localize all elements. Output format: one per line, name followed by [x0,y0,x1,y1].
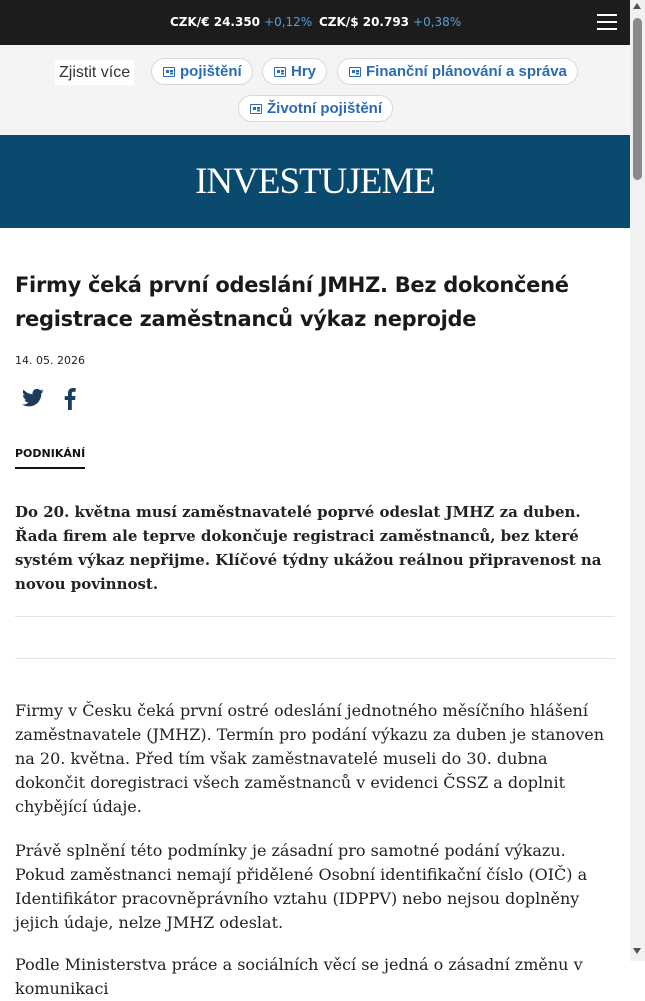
hamburger-menu-icon[interactable] [597,13,617,31]
twitter-icon[interactable] [22,388,44,408]
article-icon [349,67,361,77]
article-icon [250,104,262,114]
rate-usd-change: +0,38% [413,15,462,29]
currency-ticker-bar [0,0,630,45]
article-paragraph: Firmy v Česku čeká první ostré odeslání jednotného měsíčního hlášení zaměstnavatele (JMHZ). Termín pro podání výkazu za duben je stanoven na 20. května. Před tím však zaměstnavatelé museli do 30. dubna dokončit doregistraci všech zaměstnanců v evidenci ČSSZ a doplnit chybějící údaje. [15,701,605,816]
rate-eur [170,15,312,29]
topic-chip-zivotni-pojisteni[interactable] [238,95,393,122]
rate-usd [319,15,461,29]
category-tag[interactable]: PODNIKÁNÍ [15,447,85,469]
article-icon [274,67,286,77]
topic-chip-pojisteni[interactable] [151,58,253,85]
divider [15,616,615,617]
topic-chip-label: pojištění [180,63,242,80]
article-perex: Do 20. května musí zaměstnavatelé poprvé odeslat JMHZ za duben. Řada firem ale teprve dokončuje registraci zaměstnanců, bez které systém výkaz nepřijme. Klíčové týdny ukážou reálnou připravenost na novou povinnost. [15,503,602,593]
topic-chip-financni-planovani[interactable] [337,58,578,85]
scroll-up-arrow-icon[interactable] [633,3,641,9]
topic-chip-label: Životní pojištění [267,100,382,117]
rate-usd-value: CZK/$ 20.793 [319,15,410,29]
article-paragraph: Podle Ministerstva práce a sociálních věcí se jedná o zásadní změnu v komunikaci [15,955,583,998]
rate-eur-value: CZK/€ 24.350 [170,15,261,29]
topic-chip-label: Hry [291,63,317,80]
divider [15,658,615,659]
article-paragraph: Právě splnění této podmínky je zásadní pro samotné podání výkazu. Pokud zaměstnanci nemají přidělené Osobní identifikační číslo (OIČ) a Identifikátor pracovněprávního vztahu (IDPPV) nebo nejsou doplněny jejich údaje, nelze JMHZ odeslat. [15,841,588,932]
article-title: Firmy čeká první odeslání JMHZ. Bez dokončené registrace zaměstnanců výkaz neprojde [15,273,569,331]
article-icon [163,67,175,77]
topic-chip-hry[interactable] [262,58,327,85]
article-date: 14. 05. 2026 [15,354,85,367]
rate-eur-change: +0,12% [264,15,313,29]
topic-chip-label: Finanční plánování a správa [366,63,567,80]
scrollbar-thumb[interactable] [633,18,642,180]
scroll-down-arrow-icon[interactable] [633,948,641,954]
site-logo[interactable]: INVESTUJEME [195,161,435,202]
facebook-icon[interactable] [64,388,76,410]
explore-more-label: Zjistit více [55,60,134,85]
